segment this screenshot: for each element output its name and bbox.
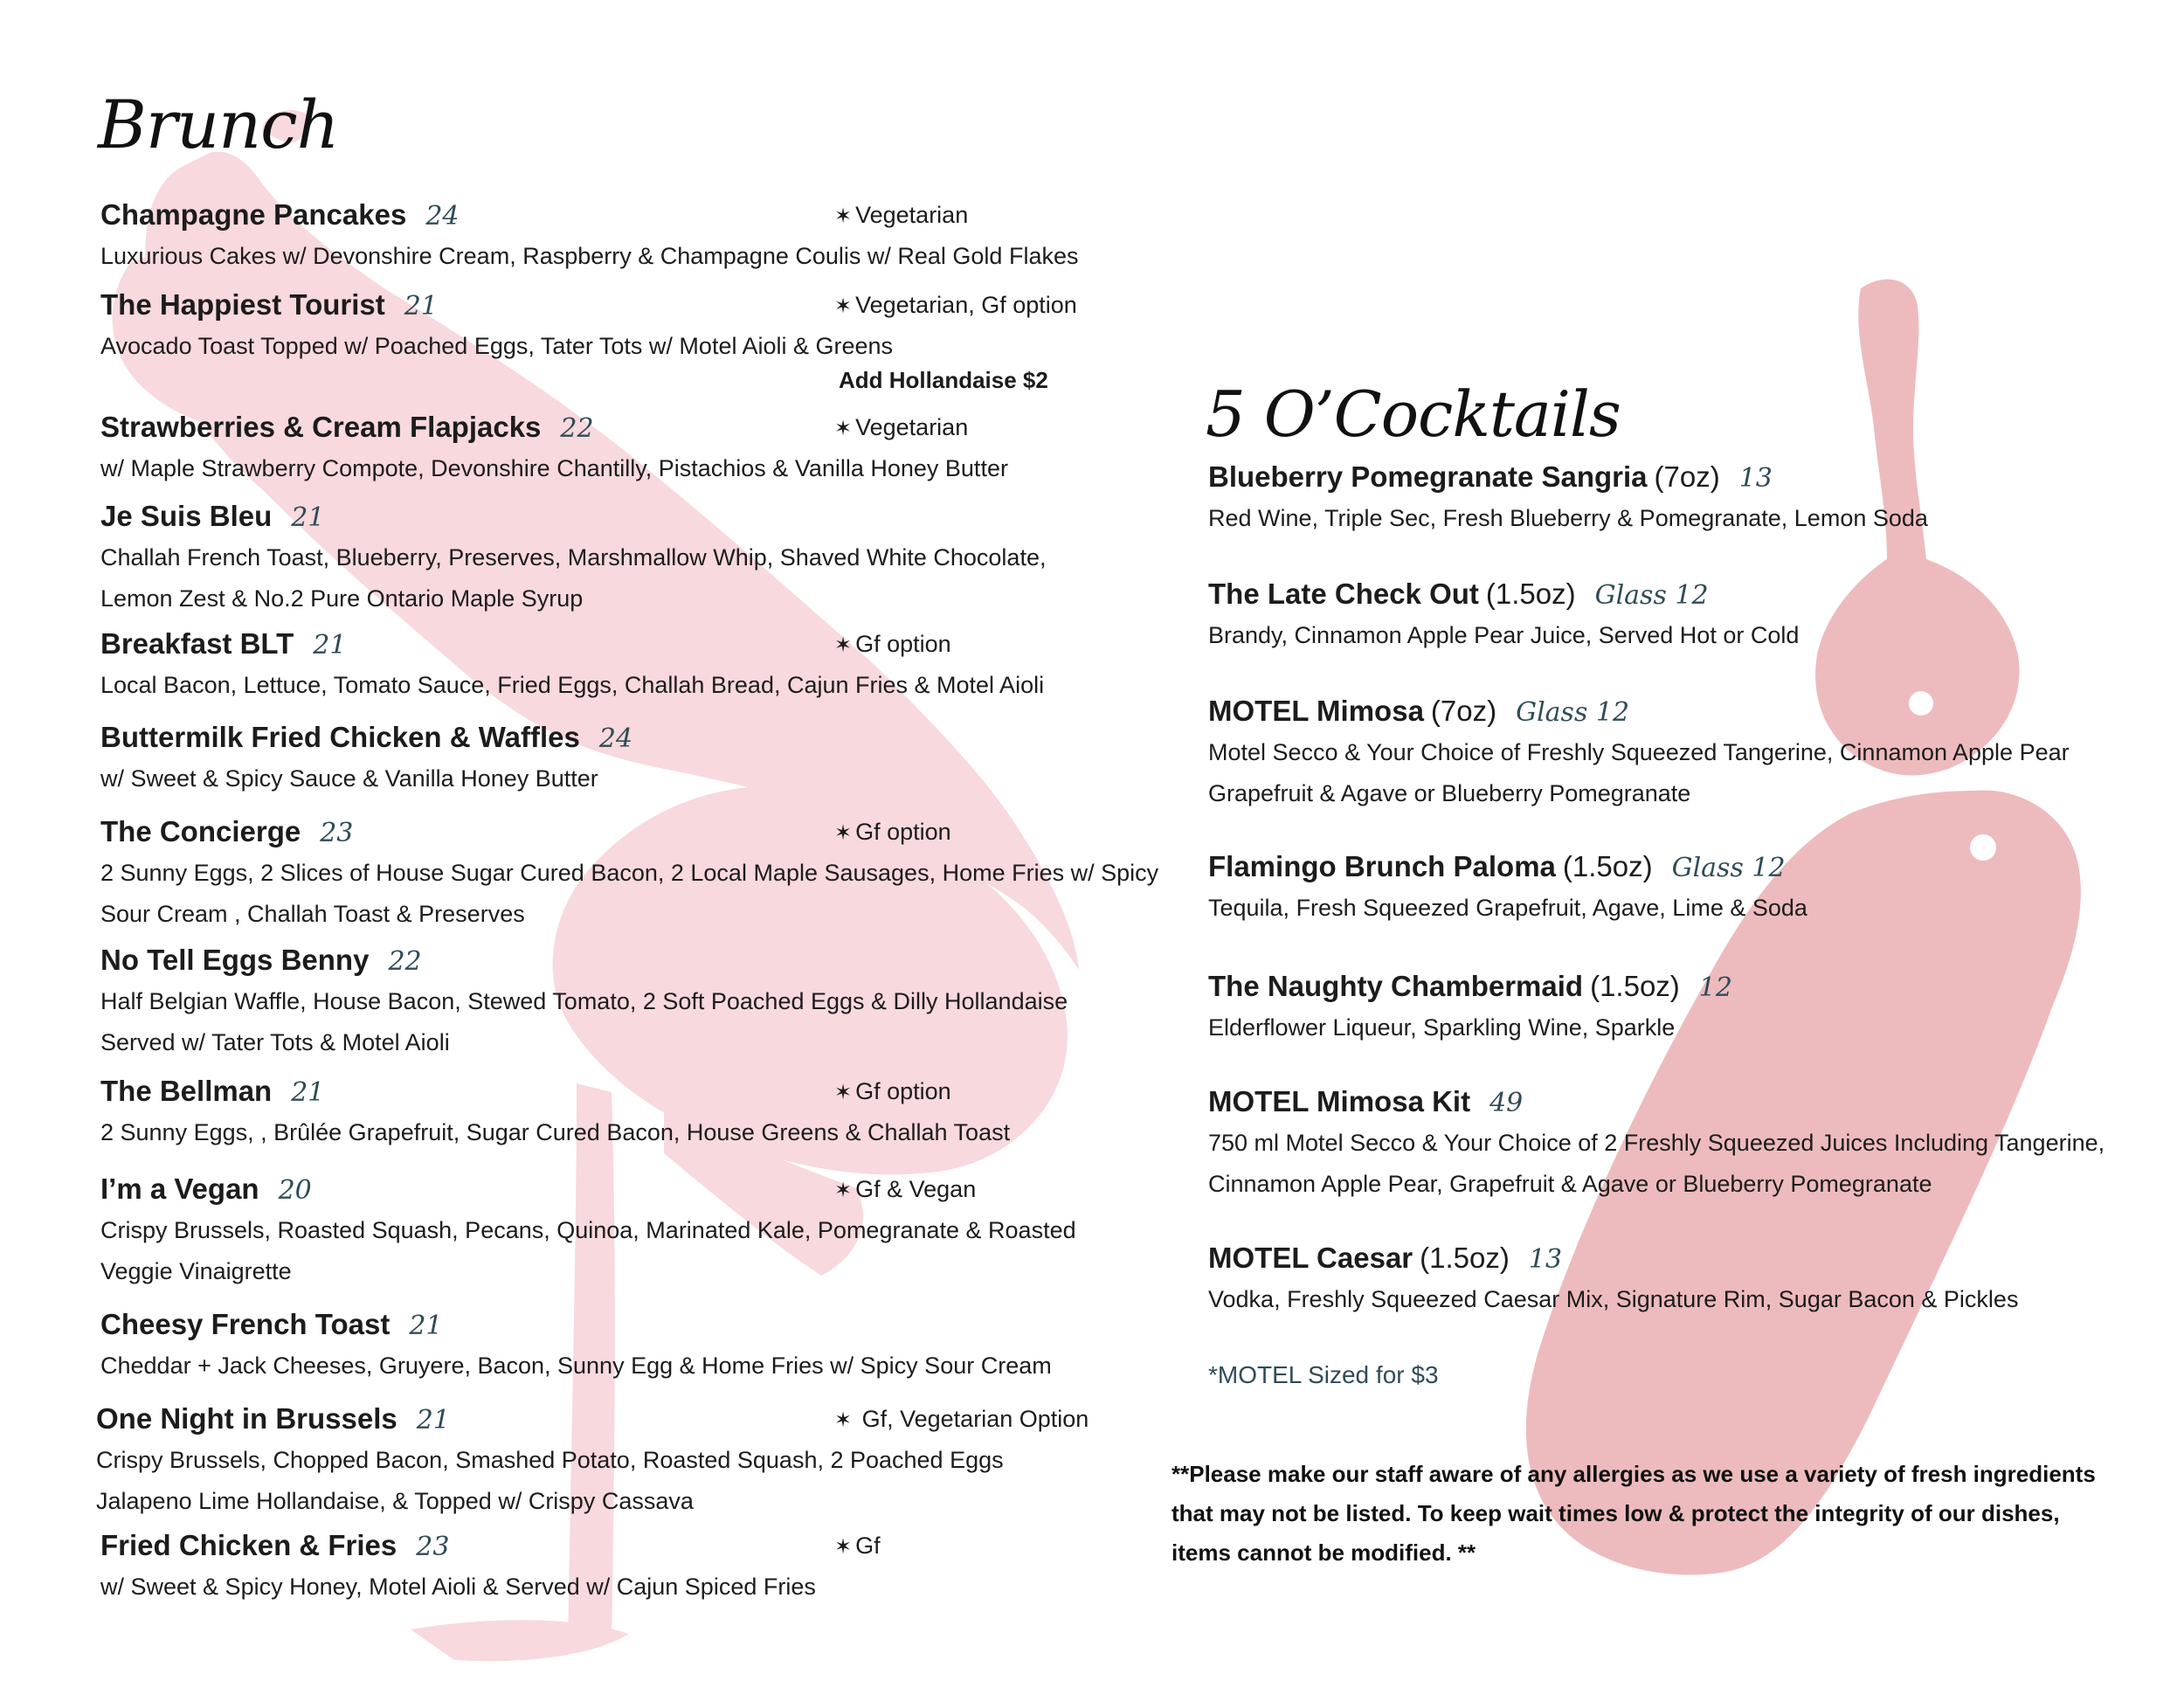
item-price: 21 (404, 291, 438, 322)
item-name: Je Suis Bleu (100, 500, 273, 532)
dietary-tag-text: Gf option (855, 631, 951, 657)
allergy-notice: **Please make our staff aware of any allergies as we use a variety of fresh ingredients that may not be listed. To keep wait times low & protect the integrity of our dishes, items cannot be modified. ** (1171, 1461, 2096, 1566)
cocktail-item (1208, 1240, 2018, 1319)
dietary-tag (834, 1078, 951, 1105)
dietary-star-icon: ✶ (834, 821, 853, 845)
dietary-star-icon: ✶ (834, 1408, 853, 1432)
cocktail-item (1208, 1083, 2105, 1204)
dietary-tag-text: Gf, Vegetarian Option (855, 1406, 1089, 1432)
item-heading (100, 1527, 816, 1566)
cocktail-item (1208, 848, 1807, 928)
dietary-tag-text: Gf option (855, 819, 951, 845)
item-heading (100, 498, 1046, 536)
item-description: Grapefruit & Agave or Blueberry Pomegranate (1208, 780, 1691, 806)
item-price: 21 (409, 1311, 443, 1341)
dietary-star-icon: ✶ (834, 294, 853, 318)
motel-sized-note: *MOTEL Sized for $3 (1208, 1361, 1439, 1388)
item-heading (100, 287, 893, 325)
dietary-tag-text: Vegetarian (855, 414, 969, 440)
item-description: Crispy Brussels, Chopped Bacon, Smashed Potato, Roasted Squash, 2 Poached Eggs (96, 1447, 1004, 1473)
item-description: Jalapeno Lime Hollandaise, & Topped w/ Crispy Cassava (96, 1488, 694, 1514)
item-name: No Tell Eggs Benny (100, 944, 370, 976)
item-price: 23 (416, 1532, 450, 1562)
item-description: 750 ml Motel Secco & Your Choice of 2 Freshly Squeezed Juices Including Tangerine, (1208, 1130, 2105, 1156)
dietary-tag (834, 202, 968, 229)
item-description: 2 Sunny Eggs, , Brûlée Grapefruit, Sugar Cured Bacon, House Greens & Challah Toast (100, 1119, 1011, 1145)
cocktail-item (1208, 576, 1799, 655)
item-name: MOTEL Caesar (1208, 1242, 1413, 1274)
item-price: 21 (291, 502, 325, 533)
item-size: (1.5oz) (1420, 1242, 1510, 1274)
menu-item (100, 719, 632, 799)
cocktail-item (1208, 693, 2070, 813)
menu-item (100, 498, 1046, 619)
dietary-tag (834, 819, 951, 846)
cocktail-item (1208, 459, 1928, 538)
menu-item (100, 942, 1068, 1062)
item-description: Sour Cream , Challah Toast & Preserves (100, 901, 525, 927)
dietary-star-icon: ✶ (834, 633, 853, 657)
dietary-tag (834, 631, 951, 658)
menu-item (100, 1527, 816, 1607)
item-name: The Concierge (100, 815, 301, 847)
item-name: The Naughty Chambermaid (1208, 970, 1584, 1002)
menu-item (100, 1306, 1052, 1386)
item-heading (1208, 848, 1807, 887)
item-name: The Bellman (100, 1075, 273, 1107)
item-description: Served w/ Tater Tots & Motel Aioli (100, 1029, 450, 1055)
item-description: Elderflower Liqueur, Sparkling Wine, Sparkle (1208, 1014, 1676, 1041)
item-name: Breakfast BLT (100, 627, 294, 660)
item-name: The Late Check Out (1208, 578, 1479, 610)
item-name: Champagne Pancakes (100, 198, 407, 231)
item-price: 24 (425, 201, 460, 232)
item-heading (1208, 1240, 2018, 1278)
item-size: (7oz) (1430, 695, 1497, 727)
dietary-star-icon: ✶ (834, 1535, 853, 1559)
item-name: MOTEL Mimosa Kit (1208, 1085, 1471, 1117)
item-description: Avocado Toast Topped w/ Poached Eggs, Tater Tots w/ Motel Aioli & Greens (100, 333, 894, 359)
item-price: 22 (560, 413, 594, 444)
dietary-tag-text: Gf (855, 1532, 881, 1559)
dietary-tag-text: Vegetarian (855, 202, 969, 228)
item-description: Half Belgian Waffle, House Bacon, Stewed Tomato, 2 Soft Poached Eggs & Dilly Hollandaise (100, 988, 1068, 1014)
item-name: Cheesy French Toast (100, 1308, 390, 1340)
dietary-tag (834, 1406, 1089, 1433)
cocktails-heading: 5 O’Cocktails (1206, 377, 1621, 451)
item-name: Flamingo Brunch Paloma (1208, 850, 1556, 882)
item-heading (1208, 968, 1732, 1007)
item-price: 22 (388, 946, 422, 977)
item-description: Cheddar + Jack Cheeses, Gruyere, Bacon, Sunny Egg & Home Fries w/ Spicy Sour Cream (100, 1352, 1052, 1379)
item-description: Cinnamon Apple Pear, Grapefruit & Agave or Blueberry Pomegranate (1208, 1171, 1932, 1197)
item-description: Veggie Vinaigrette (100, 1258, 292, 1284)
item-description: Brandy, Cinnamon Apple Pear Juice, Served Hot or Cold (1208, 622, 1800, 648)
dietary-star-icon: ✶ (834, 1081, 853, 1104)
item-heading (1208, 693, 2070, 731)
dietary-tag (834, 1532, 881, 1560)
item-name: Fried Chicken & Fries (100, 1529, 397, 1561)
item-price: 23 (320, 818, 354, 848)
dietary-star-icon: ✶ (834, 204, 853, 228)
item-name: MOTEL Mimosa (1208, 695, 1424, 727)
dietary-star-icon: ✶ (834, 417, 853, 440)
item-price: 20 (278, 1175, 312, 1206)
item-description: w/ Maple Strawberry Compote, Devonshire Chantilly, Pistachios & Vanilla Honey Butter (100, 455, 1008, 481)
item-heading (100, 942, 1068, 980)
menu-item (100, 287, 893, 366)
item-price: 21 (291, 1077, 325, 1108)
dietary-star-icon: ✶ (834, 1179, 853, 1202)
cocktail-item (1208, 968, 1732, 1048)
item-price: 21 (313, 630, 347, 661)
item-name: Buttermilk Fried Chicken & Waffles (100, 721, 580, 753)
item-description: Tequila, Fresh Squeezed Grapefruit, Agave, Lime & Soda (1208, 895, 1807, 921)
item-glass-price: Glass 12 (1594, 580, 1709, 611)
item-size: (1.5oz) (1485, 578, 1576, 610)
menu-item (100, 813, 1158, 934)
dietary-tag (834, 414, 968, 441)
item-heading (1208, 459, 1928, 497)
item-price: 13 (1528, 1244, 1563, 1275)
item-price: 24 (598, 723, 633, 754)
item-description: w/ Sweet & Spicy Sauce & Vanilla Honey Butter (100, 765, 598, 792)
item-description: Crispy Brussels, Roasted Squash, Pecans, Quinoa, Marinated Kale, Pomegranate & Roasted (100, 1217, 1076, 1243)
item-price: 21 (416, 1405, 450, 1435)
dietary-tag-text: Gf option (855, 1078, 951, 1104)
dietary-tag-text: Vegetarian, Gf option (855, 292, 1077, 318)
item-glass-price: Glass 12 (1516, 697, 1630, 728)
item-description: Motel Secco & Your Choice of Freshly Squeezed Tangerine, Cinnamon Apple Pear (1208, 739, 2070, 765)
item-heading (100, 813, 1158, 852)
item-size: (7oz) (1654, 460, 1720, 493)
item-heading (1208, 576, 1799, 614)
item-heading (100, 1306, 1052, 1345)
dietary-tag (834, 292, 1077, 319)
item-price: 12 (1698, 972, 1732, 1003)
item-size: (1.5oz) (1562, 850, 1653, 882)
item-description: w/ Sweet & Spicy Honey, Motel Aioli & Served w/ Cajun Spiced Fries (100, 1574, 816, 1600)
item-heading (1208, 1083, 2105, 1122)
item-description: Lemon Zest & No.2 Pure Ontario Maple Syrup (100, 585, 584, 612)
item-description: Red Wine, Triple Sec, Fresh Blueberry & Pomegranate, Lemon Soda (1208, 505, 1928, 531)
item-description: Local Bacon, Lettuce, Tomato Sauce, Fried Eggs, Challah Bread, Cajun Fries & Motel Aioli (100, 672, 1045, 698)
item-name: One Night in Brussels (96, 1402, 397, 1435)
item-description: Challah French Toast, Blueberry, Preserves, Marshmallow Whip, Shaved White Chocolate, (100, 544, 1047, 571)
item-description: Luxurious Cakes w/ Devonshire Cream, Raspberry & Champagne Coulis w/ Real Gold Flakes (100, 243, 1079, 269)
item-name: Blueberry Pomegranate Sangria (1208, 460, 1648, 493)
add-on-note: Add Hollandaise $2 (839, 367, 1048, 393)
item-price: 13 (1738, 463, 1773, 494)
item-size: (1.5oz) (1590, 970, 1680, 1002)
item-price: 49 (1489, 1088, 1524, 1118)
item-description: 2 Sunny Eggs, 2 Slices of House Sugar Cured Bacon, 2 Local Maple Sausages, Home Fries w/ Spicy (100, 860, 1159, 886)
item-glass-price: Glass 12 (1671, 853, 1786, 883)
item-name: I’m a Vegan (100, 1173, 259, 1205)
brunch-heading: Brunch (98, 86, 339, 163)
item-name: Strawberries & Cream Flapjacks (100, 411, 542, 443)
dietary-tag (834, 1176, 976, 1203)
item-description: Vodka, Freshly Squeezed Caesar Mix, Signature Rim, Sugar Bacon & Pickles (1208, 1286, 2019, 1312)
dietary-tag-text: Gf & Vegan (855, 1176, 977, 1202)
item-heading (100, 719, 632, 758)
item-name: The Happiest Tourist (100, 288, 385, 321)
